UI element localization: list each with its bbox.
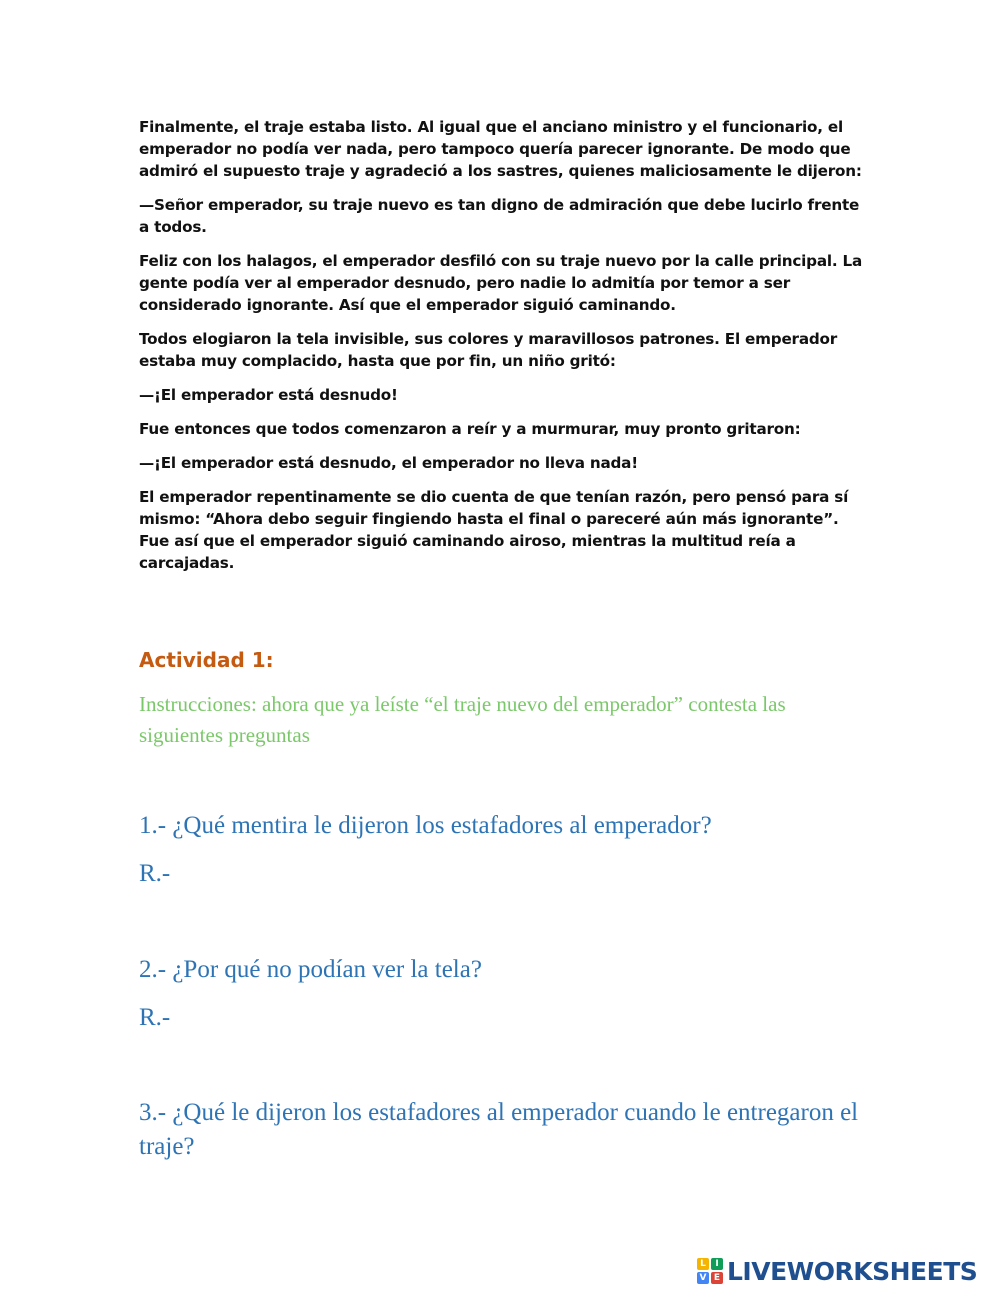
story-paragraph: Finalmente, el traje estaba listo. Al igual que el anciano ministro y el funcionario, el emperador no podía ver nada, pero tampoco quería parecer ignorante. De modo que admiró el supuesto traje y agradeció a los sastres, quienes maliciosamente le dijeron: — [139, 118, 862, 180]
answer-1-label[interactable]: R.- — [139, 860, 171, 887]
brand-name: LIVEWORKSHEETS — [727, 1256, 978, 1286]
story-paragraph: El emperador repentinamente se dio cuenta de que tenían razón, pero pensó para sí mismo: “Ahora debo seguir fingiendo hasta el final o pareceré aún más ignorante”. Fue así que el emperador siguió caminando airoso, mientras la multitud reía a carcajadas. — [139, 488, 849, 572]
story-paragraph: Fue entonces que todos comenzaron a reír y a murmurar, muy pronto gritaron: — [139, 420, 801, 438]
story-paragraph: —¡El emperador está desnudo, el emperador no lleva nada! — [139, 454, 638, 472]
story-text — [139, 116, 869, 586]
instructions-text: Instrucciones: ahora que ya leíste “el traje nuevo del emperador” contesta las siguientes preguntas — [139, 692, 786, 747]
activity-title: Actividad 1: — [139, 648, 274, 672]
logo-letter: E — [711, 1272, 723, 1284]
liveworksheets-icon — [697, 1258, 723, 1284]
logo-letter: L — [697, 1258, 709, 1270]
logo-letter: V — [697, 1272, 709, 1284]
question-1: 1.- ¿Qué mentira le dijeron los estafadores al emperador? — [139, 812, 712, 839]
question-2: 2.- ¿Por qué no podían ver la tela? — [139, 956, 482, 983]
logo-letter: I — [711, 1258, 723, 1270]
story-paragraph: —¡El emperador está desnudo! — [139, 386, 398, 404]
story-paragraph: —Señor emperador, su traje nuevo es tan digno de admiración que debe lucirlo frente a todos. — [139, 196, 860, 236]
liveworksheets-logo — [697, 1255, 977, 1287]
answer-2-label[interactable]: R.- — [139, 1004, 171, 1031]
question-3: 3.- ¿Qué le dijeron los estafadores al emperador cuando le entregaron el traje? — [139, 1099, 859, 1160]
story-paragraph: Todos elogiaron la tela invisible, sus colores y maravillosos patrones. El emperador estaba muy complacido, hasta que por fin, un niño gritó: — [139, 330, 838, 370]
story-paragraph: Feliz con los halagos, el emperador desfiló con su traje nuevo por la calle principal. La gente podía ver al emperador desnudo, pero nadie lo admitía por temor a ser considerado ignorante. Así que el emperador siguió caminando. — [139, 252, 863, 314]
